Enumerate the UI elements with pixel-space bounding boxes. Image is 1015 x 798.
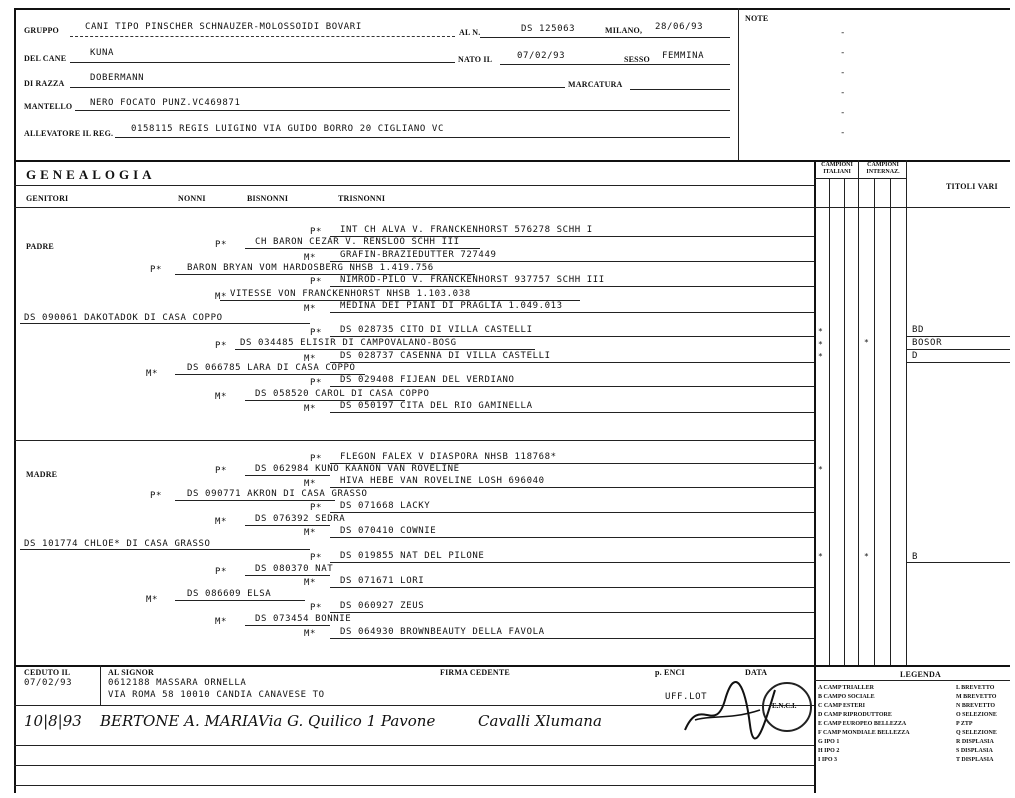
note-dash-3: - [840,68,847,78]
champ-it-col3 [844,178,845,665]
razza-underline [70,87,565,88]
uff-lot: UFF.LOT [665,692,708,702]
madre-bis-4: DS 073454 BONNIE [255,614,352,624]
padre-tris-2: GRAFIN-BRAZIEDUTTER 727449 [340,250,497,260]
nato-il-value: 07/02/93 [517,51,566,61]
legenda-p: P ZTP [956,721,973,727]
marcatura-label: MARCATURA [568,80,623,89]
padre-nonna: DS 066785 LARA DI CASA COPPO [187,363,356,373]
legenda-d: D CAMP RIPRODUTTORE [818,712,892,718]
sesso-label: SESSO [624,55,650,64]
stamp-text: E.N.C.I. [772,702,797,710]
champions-sub-rule [814,178,906,179]
madre-mark-3: * [864,552,869,561]
madre-tris-1: FLEGON FALEX V DIASPORA NHSB 118768* [340,452,557,462]
legenda-h: H IPO 2 [818,748,840,754]
row-rule [175,274,475,275]
legenda-o: O SELEZIONE [956,712,997,718]
row-rule [906,349,1010,350]
padre-tris-2-tag: M* [304,253,317,263]
madre-value: DS 101774 CHLOE* DI CASA GRASSO [24,539,211,549]
row-rule [906,562,1010,563]
madre-tris-4: DS 070410 COWNIE [340,526,437,536]
nato-il-label: NATO IL [458,55,493,64]
row-rule [330,512,814,513]
legenda-title: LEGENDA [900,670,941,679]
padre-tris-1-tag: P* [310,227,323,237]
frame-left [14,8,16,793]
padre-label: PADRE [26,242,54,251]
madre-tris-2: HIVA HEBE VAN ROVELINE LOSH 696040 [340,476,545,486]
footer-top-rule [14,665,1010,667]
padre-bis-1-tag: P* [215,240,228,250]
titoli-vari-label: TITOLI VARI [946,182,998,191]
champions-header-rule [814,207,1010,208]
row-rule [245,525,330,526]
gruppo-label: GRUPPO [24,26,59,35]
legenda-g: G IPO 1 [818,739,840,745]
legenda-r: R DISPLASIA [956,739,994,745]
madre-tris-5-tag: P* [310,553,323,563]
champ-it-col2 [829,178,830,665]
allevatore-value: 0158115 REGIS LUIGINO VIA GUIDO BORRO 20 CIGLIANO VC [131,124,444,134]
al-signor-label: AL SIGNOR [108,668,155,677]
row-rule [330,286,814,287]
legenda-t: T DISPLASIA [956,757,994,763]
madre-tris-5: DS 019855 NAT DEL PILONE [340,551,485,561]
row-rule [245,575,330,576]
padre-tris-1: INT CH ALVA V. FRANCKENHORST 576278 SCHH I [340,225,593,235]
al-n-value: DS 125063 [521,24,576,34]
padre-bis-2: VITESSE VON FRANCKENHORST NHSB 1.103.038 [230,289,471,299]
madre-tris-4-tag: M* [304,528,317,538]
madre-tris-6-tag: M* [304,578,317,588]
row-rule [175,600,305,601]
row-rule [906,362,1010,363]
row-rule [175,500,335,501]
note-dash-1: - [840,28,847,38]
madre-bis-3: DS 080370 NAT [255,564,334,574]
row-rule [330,587,814,588]
padre-tris-6: DS 028737 CASENNA DI VILLA CASTELLI [340,351,551,361]
milano-label: MILANO, [605,26,643,35]
madre-bis-1-tag: P* [215,466,228,476]
hand-sign: Cavalli Xlumana [478,712,602,730]
legenda-e: E CAMP EUROPEO BELLEZZA [818,721,907,727]
row-rule [330,487,814,488]
padre-tris-4: MEDINA DEI PIANI DI PRAGLIA 1.049.013 [340,301,563,311]
del-cane-underline [70,62,455,63]
footer-row-rule [14,765,814,766]
padre-mark-4: * [818,352,823,361]
madre-label: MADRE [26,470,58,479]
padre-bis-2-tag: M* [215,292,228,302]
row-rule [245,248,480,249]
madre-nonno-tag: P* [150,491,163,501]
madre-mark-2: * [818,552,823,561]
madre-tris-3-tag: P* [310,503,323,513]
madre-bis-2-tag: M* [215,517,228,527]
legenda-c: C CAMP ESTERI [818,703,866,709]
note-dash-5: - [840,108,847,118]
signature-scribble [680,675,780,745]
legenda-s: S DISPLASIA [956,748,993,754]
padre-mark-3: * [864,338,869,347]
madre-nonno: DS 090771 AKRON DI CASA GRASSO [187,489,368,499]
row-rule [330,562,814,563]
legenda-n: N BREVETTO [956,703,996,709]
madre-tris-6: DS 071671 LORI [340,576,425,586]
row-rule [245,475,330,476]
mantello-value: NERO FOCATO PUNZ.VC469871 [90,98,241,108]
padre-tris-8-tag: M* [304,404,317,414]
razza-value: DOBERMANN [90,73,145,83]
legenda-m: M BREVETTO [956,694,997,700]
row-rule [245,625,330,626]
row-rule [175,374,365,375]
al-n-underline [480,37,730,38]
note-label: NOTE [745,14,769,23]
legenda-q: Q SELEZIONE [956,730,997,736]
padre-mark-1: * [818,327,823,336]
padre-tris-6-tag: M* [304,354,317,364]
padre-value: DS 090061 DAKOTADOK DI CASA COPPO [24,313,223,323]
marcatura-underline [630,89,730,90]
titoli-d: D [912,351,919,361]
campioni-internaz-label: CAMPIONI INTERNAZ. [866,162,900,175]
gruppo-value: CANI TIPO PINSCHER SCHNAUZER-MOLOSSOIDI BOVARI [85,22,362,32]
mantello-label: MANTELLO [24,102,73,111]
champ-int-col3 [890,178,891,665]
legenda-a: A CAMP TRIALLER [818,685,874,691]
champions-divider [858,160,859,665]
genealogia-title: GENEALOGIA [26,167,156,182]
legenda-l: L BREVETTO [956,685,995,691]
legenda-border [814,665,816,793]
madre-bis-2: DS 076392 SEDRA [255,514,346,524]
titoli-divider [906,160,907,665]
row-rule [330,412,814,413]
allevatore-underline [115,137,730,138]
al-signor-line1: 0612188 MASSARA ORNELLA [108,678,247,688]
col-nonni: NONNI [178,194,206,203]
madre-mark-1: * [818,465,823,474]
row-rule [906,336,1010,337]
footer-row-rule [14,785,814,786]
row-rule [220,300,580,301]
note-dash-4: - [840,88,847,98]
champ-int-col2 [874,178,875,665]
row-rule [330,386,814,387]
madre-tris-7-tag: P* [310,603,323,613]
legenda-rule [814,680,1010,681]
del-cane-value: KUNA [90,48,115,58]
padre-tris-7: DS 029408 FIJEAN DEL VERDIANO [340,375,515,385]
nato-underline [500,64,730,65]
gruppo-underline [70,36,455,37]
champions-left-border [814,160,816,665]
row-rule [235,349,535,350]
madre-tris-7: DS 060927 ZEUS [340,601,425,611]
footer-col-rule [100,665,101,705]
ceduto-value: 07/02/93 [24,678,73,688]
madre-bis-4-tag: M* [215,617,228,627]
padre-mark-2: * [818,340,823,349]
legenda-b: B CAMPO SOCIALE [818,694,875,700]
col-genitori: GENITORI [26,194,69,203]
padre-bis-4-tag: M* [215,392,228,402]
padre-tris-7-tag: P* [310,378,323,388]
madre-bis-3-tag: P* [215,567,228,577]
enci-label: p. ENCI [655,668,685,677]
titoli-bd: BD [912,325,925,335]
al-signor-line2: VIA ROMA 58 10010 CANDIA CANAVESE TO [108,690,325,700]
note-dash-6: - [840,128,847,138]
hand-date: 10|8|93 [24,712,82,730]
row-rule [330,638,814,639]
ceduto-label: CEDUTO IL [24,668,71,677]
madre-tris-8: DS 064930 BROWNBEAUTY DELLA FAVOLA [340,627,545,637]
hand-addr: Via G. Quilico 1 Pavone [258,712,436,730]
col-bisnonni: BISNONNI [247,194,289,203]
razza-label: DI RAZZA [24,79,65,88]
madre-tris-2-tag: M* [304,479,317,489]
sesso-value: FEMMINA [662,51,705,61]
madre-tris-8-tag: M* [304,629,317,639]
hand-name: BERTONE A. MARIA [100,712,259,730]
note-dash-2: - [840,48,847,58]
madre-nonna: DS 086609 ELSA [187,589,272,599]
footer-row-rule [14,745,814,746]
genealogia-rule [14,185,814,186]
row-rule [245,400,405,401]
mantello-underline [75,110,730,111]
padre-tris-5: DS 028735 CITO DI VILLA CASTELLI [340,325,533,335]
row-rule [330,537,814,538]
titoli-b: B [912,552,919,562]
row-rule [330,612,814,613]
titoli-bosor: BOSOR [912,338,943,348]
madre-nonna-tag: M* [146,595,159,605]
padre-bis-3: DS 034485 ELISIR DI CAMPOVALANO-BOSG [240,338,457,348]
padre-tris-4-tag: M* [304,304,317,314]
padre-nonno-tag: P* [150,265,163,275]
row-rule [330,261,814,262]
note-divider [738,8,739,160]
allevatore-label: ALLEVATORE IL REG. [24,129,114,138]
madre-bis-1: DS 062984 KUNO KAANON VAN ROVELINE [255,464,460,474]
row-rule [20,323,310,324]
padre-tris-3-tag: P* [310,277,323,287]
milano-value: 28/06/93 [655,22,704,32]
padre-nonno: BARON BRYAN VOM HARDOSBERG NHSB 1.419.756 [187,263,434,273]
campioni-italiani-label: CAMPIONI ITALIANI [821,162,853,175]
madre-tris-3: DS 071668 LACKY [340,501,431,511]
padre-nonna-tag: M* [146,369,159,379]
row-rule [330,336,814,337]
columns-rule [14,207,814,208]
firma-cedente-label: FIRMA CEDENTE [440,668,510,677]
padre-bis-4: DS 058520 CAROL DI CASA COPPO [255,389,430,399]
row-rule [20,549,310,550]
row-rule [330,362,814,363]
col-trisnonni: TRISNONNI [338,194,386,203]
legenda-f: F CAMP MONDIALE BELLEZZA [818,730,910,736]
al-n-label: AL N. [459,28,481,37]
padre-bis-3-tag: P* [215,341,228,351]
padre-bis-1: CH BARON CEZAR V. RENSLOO SCHH III [255,237,460,247]
padre-tris-8: DS 050197 CITA DEL RIO GAMINELLA [340,401,533,411]
row-rule [330,312,814,313]
del-cane-label: DEL CANE [24,54,67,63]
padre-tris-5-tag: P* [310,328,323,338]
padre-tris-3: NIMROD-PILO V. FRANCKENHORST 937757 SCHH III [340,275,605,285]
madre-tris-1-tag: P* [310,454,323,464]
frame-top [14,8,1010,10]
legenda-i: I IPO 3 [818,757,838,763]
padre-madre-divider [14,440,814,441]
data-label: DATA [745,668,768,677]
